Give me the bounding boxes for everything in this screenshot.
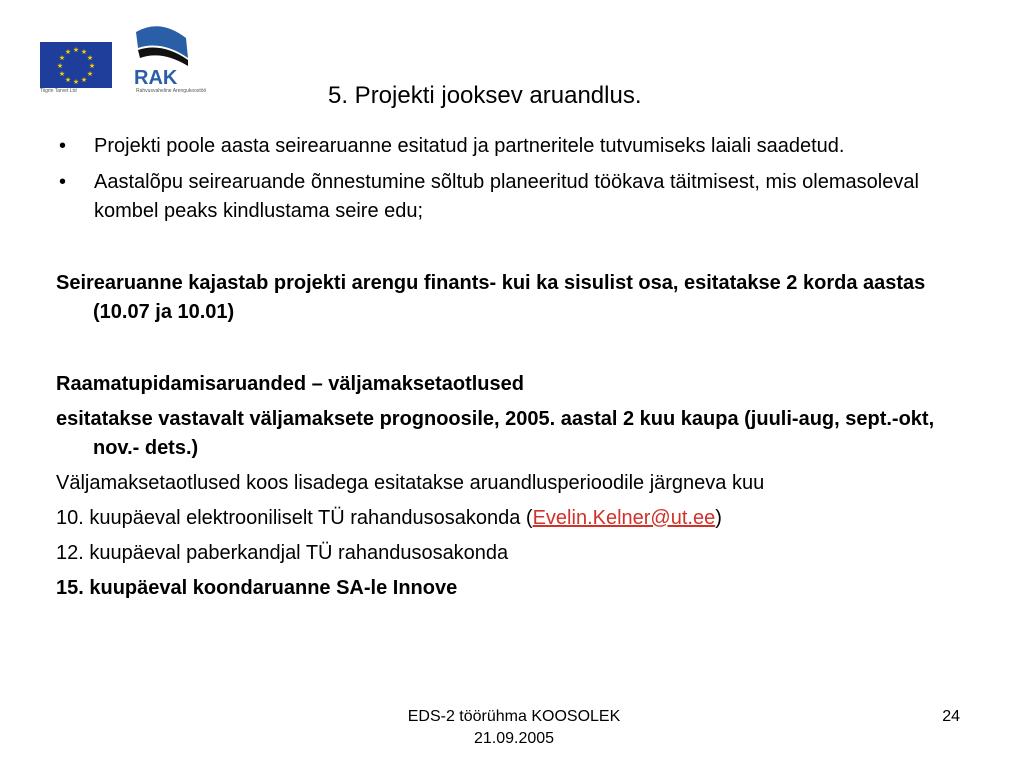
line-10-after: ) bbox=[715, 507, 722, 529]
line-10-before: 10. kuupäeval elektrooniliselt TÜ rahandusosakonda ( bbox=[56, 507, 533, 529]
slide-content bbox=[56, 132, 976, 603]
raamatupidamis-text: esitatakse vastavalt väljamaksete prognoosile, 2005. aastal 2 kuu kaupa (juuli-aug, sept.-okt, nov.- dets.) bbox=[56, 408, 935, 459]
bullet-text: Aastalõpu seirearuande õnnestumine sõltub planeeritud töökava täitmisest, mis olemasoleval kombel peaks kindlustama seire edu; bbox=[94, 171, 919, 222]
line-10th-day bbox=[56, 504, 976, 533]
footer-date: 21.09.2005 bbox=[473, 730, 555, 747]
svg-text:★: ★ bbox=[86, 70, 94, 78]
svg-text:★: ★ bbox=[56, 62, 64, 70]
svg-text:★: ★ bbox=[80, 76, 88, 84]
svg-text:★: ★ bbox=[64, 76, 72, 84]
raamatupidamis-heading: Raamatupidamisaruanded – väljamaksetaotlused bbox=[56, 373, 524, 395]
svg-text:★: ★ bbox=[58, 70, 66, 78]
rak-logo-caption: Rahvusvaheline Arengukoostöö bbox=[136, 88, 207, 94]
bullet-text: Projekti poole aasta seirearuanne esitatud ja partneritele tutvumiseks laiali saadetud. bbox=[94, 135, 845, 157]
eu-stars-icon bbox=[40, 42, 112, 88]
svg-text:★: ★ bbox=[86, 54, 94, 62]
svg-text:★: ★ bbox=[88, 62, 96, 70]
svg-text:★: ★ bbox=[58, 54, 66, 62]
bullet-item bbox=[56, 168, 976, 226]
footer-meeting bbox=[336, 706, 692, 750]
slide-title: 5. Projekti jooksev aruandlus. bbox=[328, 82, 642, 109]
bullet-item bbox=[56, 132, 976, 161]
valjamakse-paragraph: Väljamaksetaotlused koos lisadega esitatakse aruandlusperioodile järgneva kuu bbox=[56, 472, 765, 494]
svg-text:★: ★ bbox=[72, 78, 80, 86]
seirearuanne-paragraph: Seirearuanne kajastab projekti arengu finants- kui ka sisulist osa, esitatakse 2 korda aastas (10.07 ja 10.01) bbox=[56, 272, 926, 323]
bullet-icon: • bbox=[59, 135, 67, 157]
svg-text:★: ★ bbox=[64, 48, 72, 56]
eu-logo-caption: Tiigrin Tarvet Ltd bbox=[40, 88, 77, 94]
svg-text:★: ★ bbox=[72, 46, 80, 54]
slide-number: 24 bbox=[942, 708, 960, 725]
email-link[interactable]: Evelin.Kelner@ut.ee bbox=[532, 507, 716, 529]
bullet-list bbox=[56, 132, 976, 226]
svg-text:★: ★ bbox=[80, 48, 88, 56]
footer-meeting-title: EDS-2 töörühma KOOSOLEK bbox=[407, 708, 621, 725]
line-15th-day: 15. kuupäeval koondaruanne SA-le Innove bbox=[56, 577, 458, 599]
line-12th-day: 12. kuupäeval paberkandjal TÜ rahandusosakonda bbox=[56, 542, 509, 564]
bullet-icon: • bbox=[59, 171, 67, 193]
rak-logo-text: RAK bbox=[134, 67, 178, 89]
eu-flag-logo bbox=[40, 42, 112, 88]
